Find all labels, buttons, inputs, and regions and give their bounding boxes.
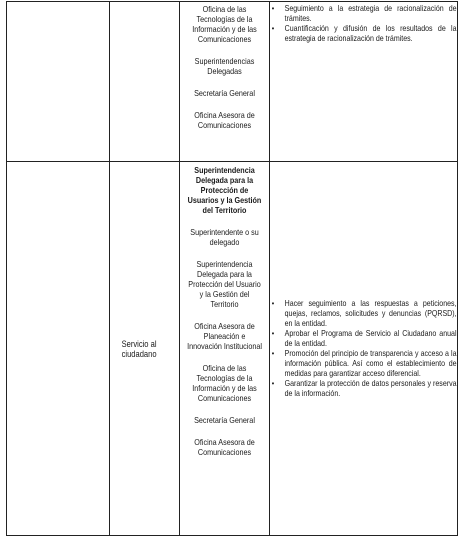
activity-list	[270, 299, 458, 399]
activity-list	[270, 4, 458, 44]
table-row	[7, 2, 458, 162]
area-cell	[110, 2, 170, 162]
responsables-cell	[180, 2, 270, 162]
list-item: • Promoción del principio de transparencia y acceso a la información pública. Así como el establecimiento de medidas para garantizar acceso diferencial.	[271, 348, 457, 378]
list-item: • Seguimiento a la estrategia de racionalización de trámites.	[271, 4, 457, 23]
activity-text: Seguimiento a la estrategia de racionalización de trámites.	[284, 4, 457, 23]
responsable-entry: Superintendente o su delegado	[190, 227, 259, 247]
responsable-entry: Oficina Asesora de Comunicaciones	[194, 110, 255, 130]
activity-text: Promoción del principio de transparencia y acceso a la información pública. Así como el establecimiento de medidas para garantizar acceso diferencial.	[284, 348, 457, 378]
activity-text: Hacer seguimiento a las respuestas a peticiones, quejas, reclamos, solicitudes y denuncias (PQRSD), en la entidad.	[284, 298, 457, 328]
responsable-entry: Oficina Asesora de Comunicaciones	[194, 437, 255, 457]
responsable-entry: Superintendencia Delegada para la Protección del Usuario y la Gestión del Territorio	[188, 259, 261, 309]
responsable-entry: Oficina de las Tecnologías de la Información y de las Comunicaciones	[192, 4, 257, 44]
blank-cell	[7, 2, 110, 162]
actividades-cell	[270, 162, 458, 536]
responsable-entry: Oficina de las Tecnologías de la Información y de las Comunicaciones	[192, 363, 257, 403]
actividades-cell	[270, 2, 458, 162]
activity-text: Garantizar la protección de datos personales y reserva de la información.	[284, 378, 457, 398]
responsable-entry: Superintendencias Delegadas	[194, 56, 255, 76]
list-item: • Garantizar la protección de datos personales y reserva de la información.	[271, 378, 457, 398]
list-item: • Aprobar el Programa de Servicio al Ciudadano anual de la entidad.	[271, 328, 457, 348]
table-row	[7, 162, 458, 536]
responsables-cell	[180, 162, 270, 536]
responsable-entry: Secretaría General	[194, 415, 255, 425]
responsable-entry: Superintendencia Delegada para la Protección de Usuarios y la Gestión del Territorio	[187, 165, 262, 215]
area-label: Servicio al ciudadano	[121, 338, 157, 359]
area-cell	[110, 162, 170, 536]
blank-cell	[7, 162, 110, 536]
list-item: • Cuantificación y difusión de los resultados de la estrategia de racionalización de trámites.	[271, 24, 457, 43]
list-item: • Hacer seguimiento a las respuestas a peticiones, quejas, reclamos, solicitudes y denuncias (PQRSD), en la entidad.	[271, 298, 457, 328]
responsable-entry: Secretaría General	[194, 88, 255, 98]
activity-text: Cuantificación y difusión de los resultados de la estrategia de racionalización de trámites.	[284, 24, 457, 43]
activity-text: Aprobar el Programa de Servicio al Ciudadano anual de la entidad.	[284, 328, 457, 348]
responsable-entry: Oficina Asesora de Planeación e Innovación Institucional	[187, 321, 262, 351]
responsibility-table	[6, 1, 458, 536]
